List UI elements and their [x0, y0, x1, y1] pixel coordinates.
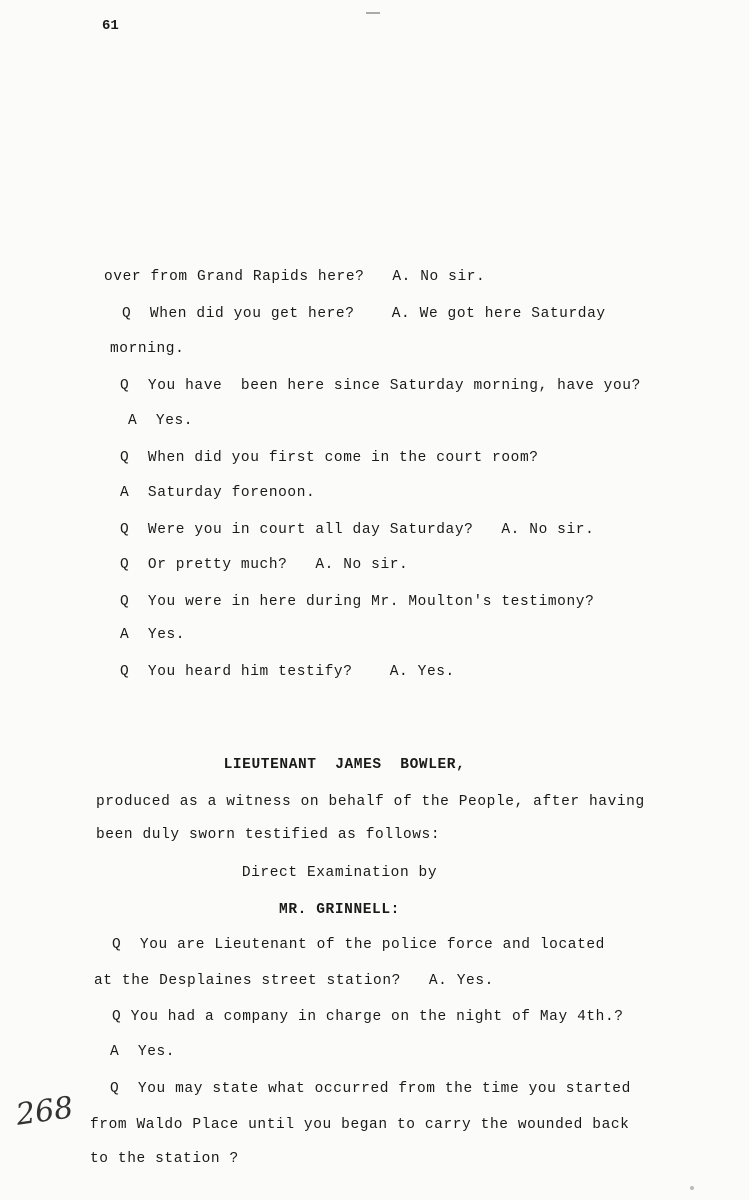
scan-speck: [690, 1186, 694, 1190]
witness-heading: LIEUTENANT JAMES BOWLER,: [223, 757, 466, 773]
testimony-line: Q You had a company in charge on the night of May 4th.?: [112, 1009, 624, 1025]
transcript-line: Q You have been here since Saturday morning, have you?: [120, 378, 641, 394]
testimony-line: to the station ?: [90, 1151, 239, 1167]
witness-intro: produced as a witness on behalf of the People, after having: [96, 794, 645, 810]
transcript-line: Q You were in here during Mr. Moulton's testimony?: [120, 594, 595, 610]
transcript-line: Q Were you in court all day Saturday? A. No sir.: [120, 522, 595, 538]
testimony-line: Q You may state what occurred from the time you started: [110, 1081, 631, 1097]
testimony-line: at the Desplaines street station? A. Yes.: [94, 973, 494, 989]
examination-heading: Direct Examination by: [241, 865, 438, 881]
transcript-line: A Saturday forenoon.: [120, 485, 316, 501]
witness-intro: been duly sworn testified as follows:: [96, 827, 441, 843]
transcript-line: Q Or pretty much? A. No sir.: [120, 557, 409, 573]
handwritten-margin-note: 268: [13, 1090, 76, 1133]
scan-speck: [366, 12, 380, 14]
transcript-line: Q When did you get here? A. We got here Saturday: [122, 306, 606, 322]
testimony-line: A Yes.: [110, 1044, 176, 1060]
transcript-line: A Yes.: [128, 413, 194, 429]
transcript-line: over from Grand Rapids here? A. No sir.: [104, 269, 486, 285]
testimony-line: Q You are Lieutenant of the police force and located: [112, 937, 605, 953]
transcript-line: Q You heard him testify? A. Yes.: [120, 664, 455, 680]
examiner-name: MR. GRINNELL:: [279, 902, 400, 918]
testimony-line: from Waldo Place until you began to carry the wounded back: [90, 1117, 630, 1133]
transcript-line: morning.: [110, 341, 185, 357]
transcript-line: A Yes.: [120, 627, 186, 643]
transcript-line: Q When did you first come in the court room?: [120, 450, 539, 466]
page-number: 61: [102, 18, 119, 34]
